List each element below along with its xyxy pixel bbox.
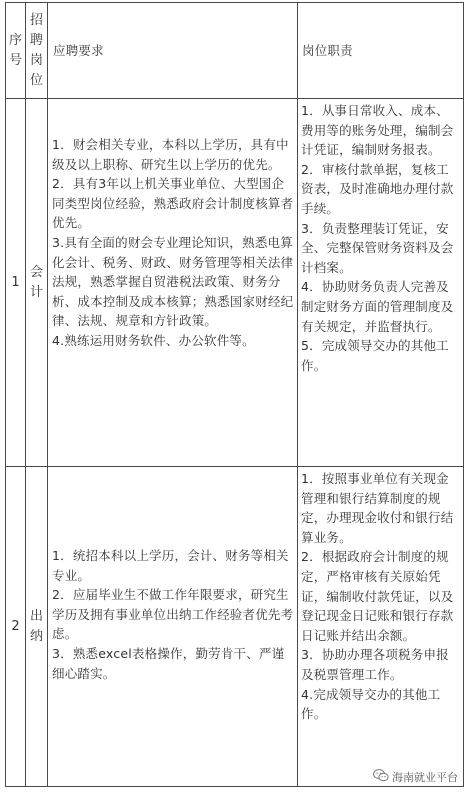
- row-1-requirement-2: 2．具有3年以上机关事业单位、大型国企同类型岗位经验，熟悉政府会计制度核算者优先。: [52, 176, 294, 231]
- row-1-duty-2: 2．审核付款单据，复核工资表，及时准确地办理付款手续。: [301, 161, 454, 216]
- header-position-cell: [26, 6, 47, 96]
- header-divider: [5, 98, 464, 99]
- column-divider-2: [47, 2, 48, 787]
- wechat-icon: [373, 769, 392, 785]
- row-2-duty-4: 4.完成领导交办的其他工作。: [301, 686, 441, 722]
- header-duties-cell: [302, 3, 460, 98]
- row-2-duty-2: 2．根据政府会计制度的规定，严格审核有关原始凭证，编制收付款凭证，以及登记现金日记账和银行存款日记账并结出余额。: [301, 549, 454, 643]
- row-1-position-cell: [26, 99, 47, 466]
- watermark: [370, 768, 461, 786]
- header-requirements-cell: [53, 3, 293, 98]
- table-border-bottom: [5, 786, 464, 787]
- header-requirements: 应聘要求: [53, 42, 104, 58]
- row-1-index: 1: [11, 274, 20, 290]
- row-2-requirement-1: 1．统招本科以上学历，会计、财务等相关专业。: [52, 548, 289, 583]
- row-2-duties-cell: [301, 469, 461, 785]
- row-1-requirement-3: 3.具有全面的财会专业理论知识，熟悉电算化会计、税务、财政、财务管理等相关法律法规，熟悉掌握自贸港税法政策、财务分析、成本控制及成本核算；熟悉国家财经纪律、法规、规章和方针政策。: [52, 234, 294, 329]
- header-index: 序号: [8, 32, 22, 68]
- header-index-cell: [6, 3, 25, 98]
- watermark-text: 海南就业平台: [392, 771, 458, 784]
- row-2-requirement-3: 3．熟悉excel表格操作，勤劳肯干、严谨细心踏实。: [52, 645, 285, 681]
- row-1-index-cell: [6, 99, 25, 466]
- row-1-duty-1: 1．从事日常收入、成本、费用等的账务处理，编制会计凭证，编制财务报表。: [301, 103, 454, 158]
- row-1-requirements-cell: [52, 135, 294, 435]
- row-1-duty-5: 5．完成领导交办的其他工作。: [301, 338, 449, 373]
- row-2-position-cell: [26, 467, 47, 786]
- row-2-index-cell: [6, 467, 25, 786]
- row-1-requirement-4: 4.熟练运用财务软件、办公软件等。: [52, 332, 255, 348]
- row-2-duty-1: 1．按照事业单位有关现金管理和银行结算制度的规定，办理现金收付和银行结算业务。: [301, 471, 454, 545]
- row-2-duty-3: 3．协助办理各项税务申报及税票管理工作。: [301, 647, 449, 682]
- row-1-duty-4: 4．协助财务负责人完善及制定财务方面的管理制度及有关规定，并监督执行。: [301, 279, 454, 334]
- table-border-right: [463, 2, 464, 787]
- row-1-duties-cell: [301, 101, 461, 465]
- header-position: 招聘岗位: [29, 13, 43, 88]
- recruitment-table: [5, 2, 464, 787]
- row-2-position: 出纳: [29, 608, 43, 644]
- row-2-requirements-cell: [52, 546, 294, 746]
- row-2-index: 2: [11, 618, 20, 634]
- column-divider-3: [297, 2, 298, 787]
- row-1-duty-3: 3．负责整理装订凭证，安全、完整保管财务资料及会计档案。: [301, 220, 454, 275]
- row-1-requirement-1: 1．财会相关专业，本科以上学历，具有中级及以上职称、研究生以上学历的优先。: [52, 137, 289, 172]
- header-duties: 岗位职责: [302, 42, 353, 58]
- row-1-position: 会计: [29, 264, 43, 300]
- row-2-requirement-2: 2．应届毕业生不做工作年限要求，研究生学历及拥有事业单位出纳工作经验者优先考虑。: [52, 587, 294, 642]
- row-divider: [5, 466, 464, 467]
